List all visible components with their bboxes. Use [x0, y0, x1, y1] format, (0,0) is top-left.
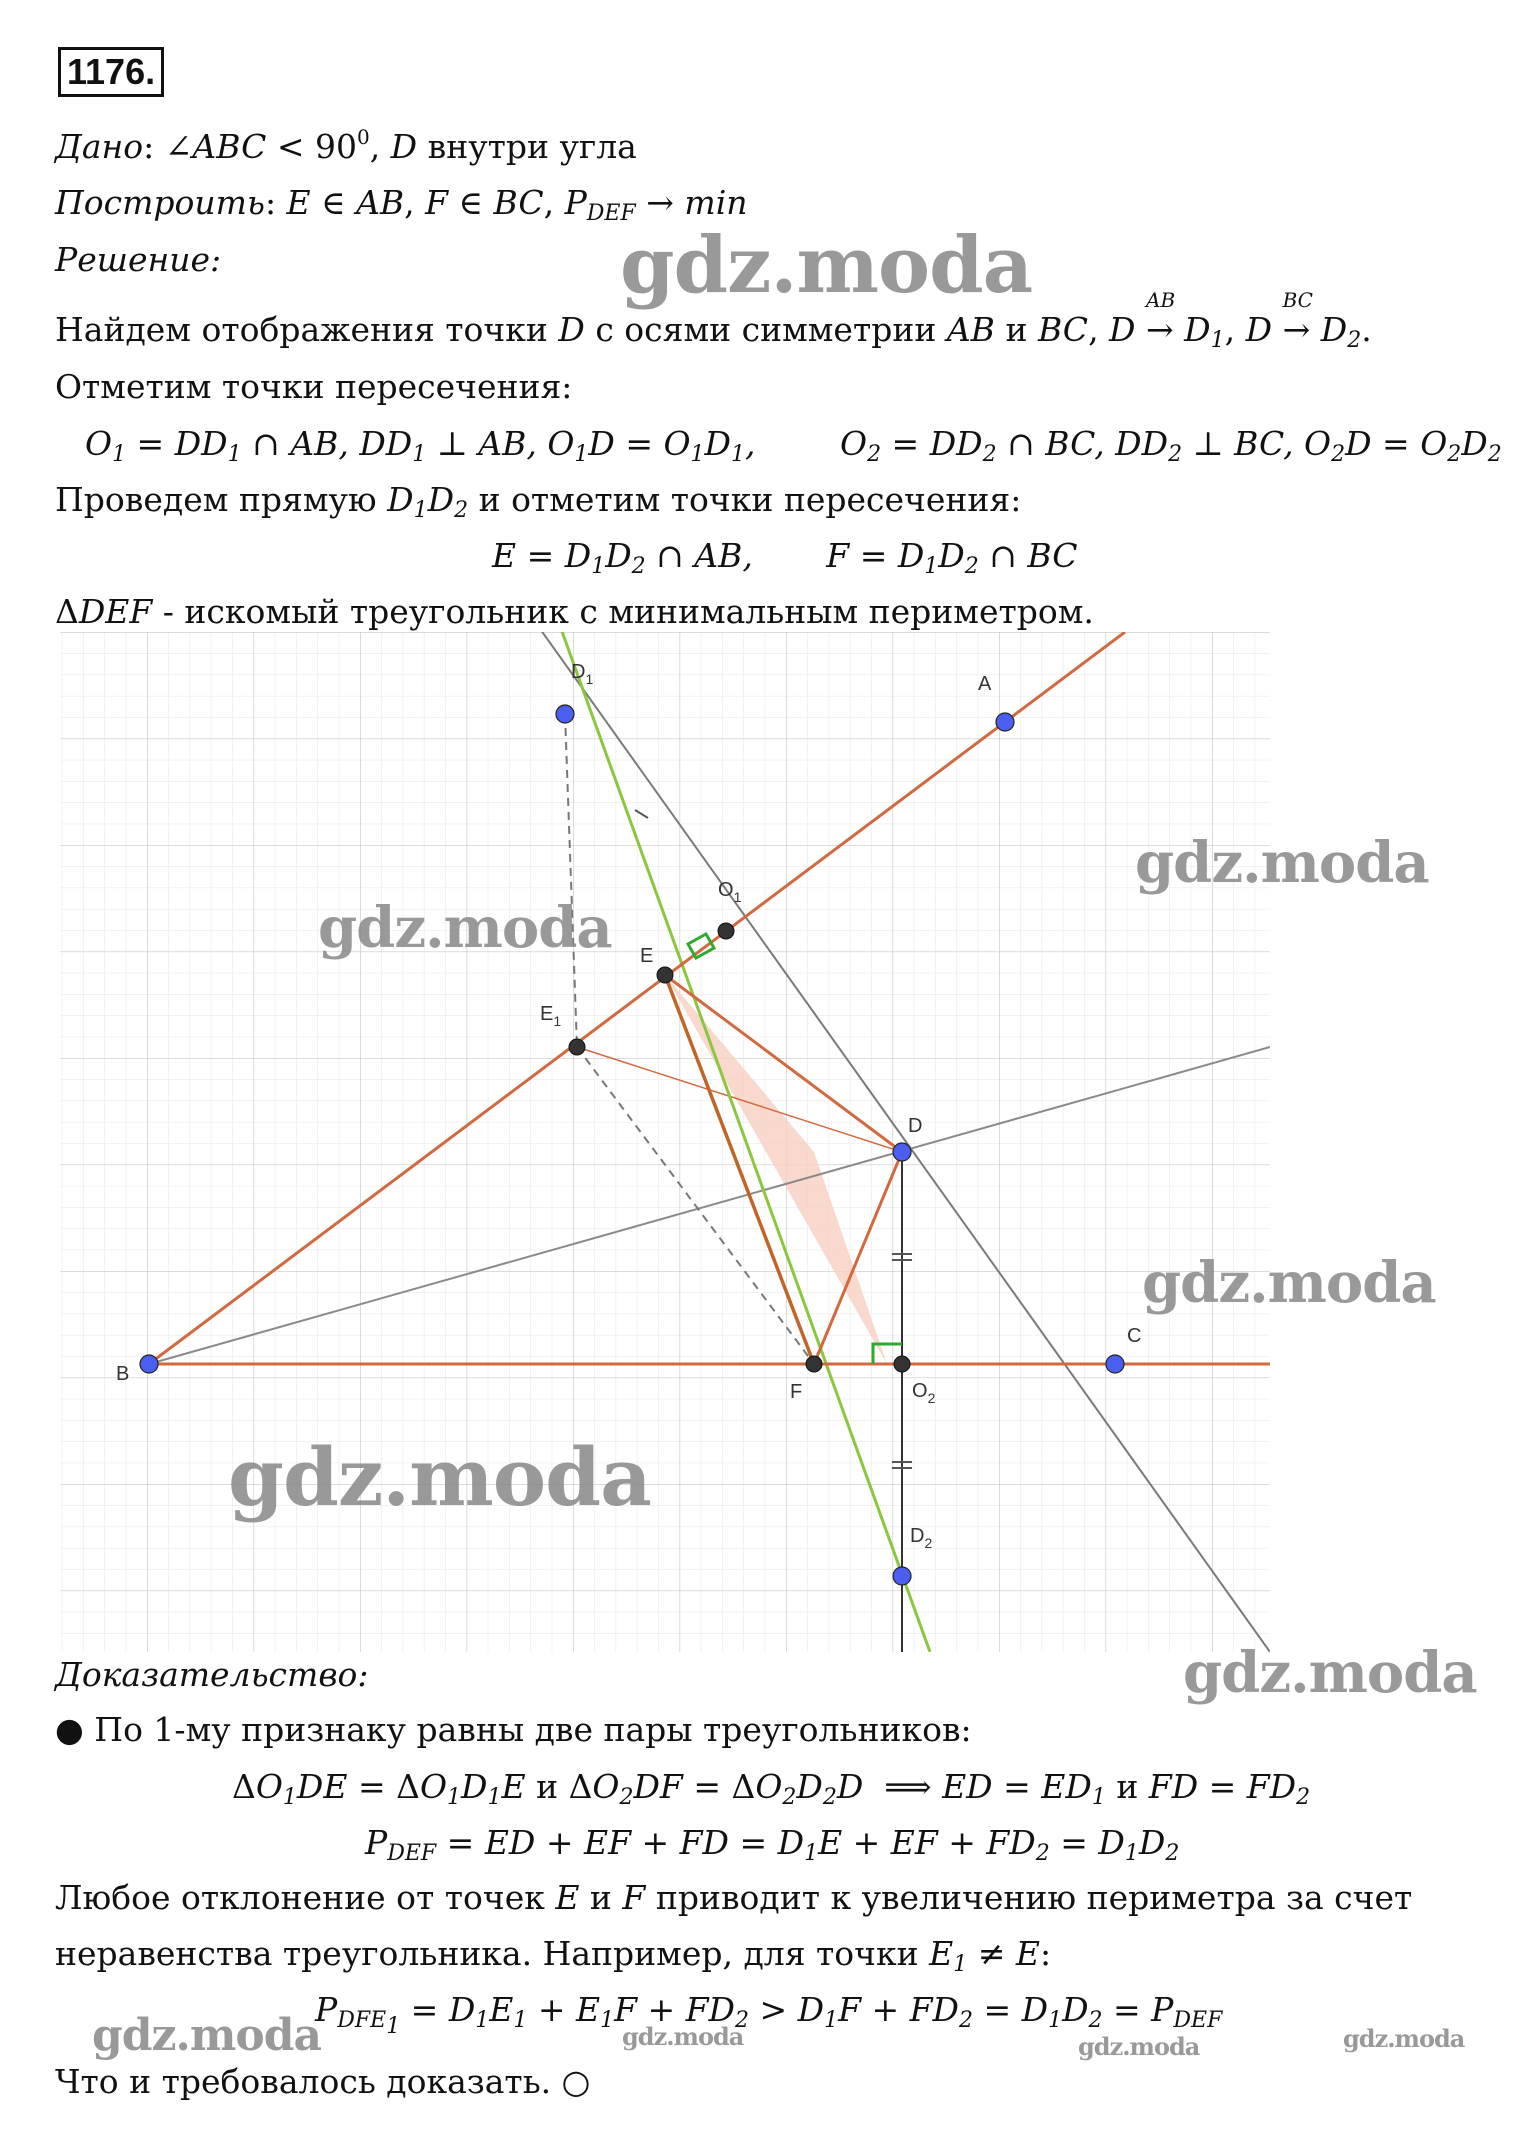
point-b: [140, 1355, 158, 1373]
ef-definition: $E = D_1D_2$ ∩ AB, $F = D_1D_2$ ∩ BC: [492, 536, 1078, 579]
watermark-9: gdz.moda: [1078, 2032, 1200, 2061]
label-o2: $O_2$: [912, 1380, 936, 1406]
point-d1: [556, 705, 574, 723]
watermark-5: gdz.moda: [228, 1430, 651, 1524]
proof-bullet: ● По 1-му признаку равны две пары треугольников:: [55, 1710, 972, 1749]
inequality-line: неравенства треугольника. Например, для точки $E_1 \ne E$:: [55, 1934, 1052, 1977]
point-d: [893, 1143, 911, 1161]
proof-label: Доказательство:: [55, 1655, 369, 1694]
qed-line: Что и требовалось доказать. ○: [55, 2062, 591, 2101]
watermark-4: gdz.moda: [1142, 1250, 1436, 1316]
label-d1: $D_1$: [571, 661, 594, 687]
construct-label: Построить: [55, 183, 265, 222]
label-d2: $D_2$: [910, 1525, 933, 1551]
o2-definition: $O_2 = DD_2$ ∩ BC, $DD_2$ ⊥ BC, $O_2D = O_2D_2$: [840, 424, 1502, 467]
watermark-7: gdz.moda: [92, 2010, 322, 2061]
label-o1: $O_1$: [718, 879, 742, 905]
label-e1: $E_1$: [540, 1003, 562, 1029]
def-result-line: ΔDEF - искомый треугольник с минимальным периметром.: [55, 592, 1094, 631]
label-e: E: [640, 945, 654, 967]
solution-label: Решение:: [55, 240, 222, 279]
triangle-equality: $\Delta O_1DE = \Delta O_1D_1E$ и $\Delta O_2DF = \Delta O_2D_2D$ ⟹ ED = $ED_1$ и FD = $FD_2$: [232, 1767, 1311, 1810]
point-e: [657, 967, 673, 983]
watermark-10: gdz.moda: [1343, 2024, 1465, 2053]
given-tail: внутри угла: [427, 127, 637, 166]
watermark-3: gdz.moda: [318, 895, 612, 961]
label-d: D: [908, 1115, 923, 1137]
point-c: [1106, 1355, 1124, 1373]
watermark-2: gdz.moda: [1135, 830, 1429, 896]
point-e1: [569, 1039, 585, 1055]
o1-definition: $O_1 = DD_1$ ∩ AB, $DD_1$ ⊥ AB, $O_1D = O_1D_1$,: [85, 424, 756, 467]
watermark-8: gdz.moda: [622, 2022, 744, 2051]
perimeter-inequality: $P_{DFE_1} = D_1E_1 + E_1F + FD_2 > D_1F + FD_2 = D_1D_2 = P_{DEF}$: [315, 1990, 1223, 2039]
point-d2: [893, 1567, 911, 1585]
watermark-6: gdz.moda: [1183, 1640, 1477, 1706]
label-b: B: [116, 1363, 130, 1385]
point-o1: [718, 923, 734, 939]
watermark-1: gdz.moda: [620, 220, 1033, 311]
given-label: Дано: [55, 127, 144, 166]
perimeter-equality: $P_{DEF}$ = ED + EF + FD = $D_1E$ + EF + $FD_2 = D_1D_2$: [365, 1823, 1180, 1866]
point-a: [996, 713, 1014, 731]
given-line: Дано: ∠ABC < $90^0$, D внутри угла: [55, 125, 637, 166]
reflection-line: Найдем отображения точки D с осями симметрии AB и BC, D AB → $D_1$, D BC → $D_2$.: [55, 288, 1372, 353]
problem-number: 1176.: [58, 47, 164, 97]
mark-points-line: Отметим точки пересечения:: [55, 367, 573, 406]
point-o2: [894, 1356, 910, 1372]
label-c: C: [1127, 1325, 1142, 1347]
label-a: A: [978, 673, 992, 695]
deviation-line: Любое отклонение от точек E и F приводит к увеличению периметра за счет: [55, 1878, 1413, 1917]
label-f: F: [790, 1381, 803, 1403]
draw-line: Проведем прямую $D_1D_2$ и отметим точки пересечения:: [55, 480, 1022, 523]
point-f: [806, 1356, 822, 1372]
construct-line: Построить: E ∈ AB, F ∈ BC, $P_{DEF} \to \min$: [55, 183, 748, 226]
